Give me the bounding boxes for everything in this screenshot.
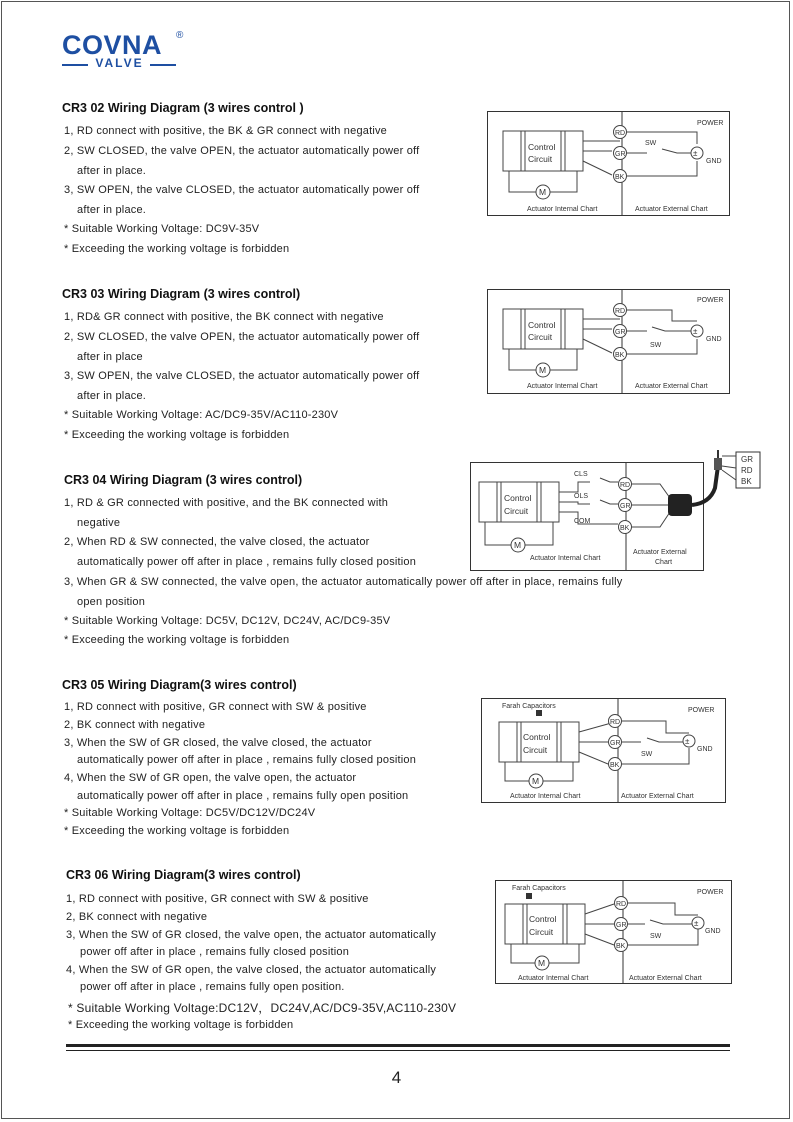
footer-rule-thick xyxy=(66,1044,730,1047)
wiring-diagram xyxy=(470,448,765,573)
footer-rule-thin xyxy=(66,1050,730,1051)
power-label: POWER xyxy=(688,707,715,714)
rd-terminal-label: RD xyxy=(620,482,631,489)
rd-terminal-label: RD xyxy=(610,719,621,726)
gnd-label: GND xyxy=(706,158,722,165)
logo-main-text: COVNA xyxy=(62,30,163,60)
control-label: Control xyxy=(504,493,532,503)
instruction-line: after in place. xyxy=(77,204,147,216)
gr-terminal-label: GR xyxy=(616,922,627,929)
instruction-line: 3, When GR & SW connected, the valve open, the actuator automatically power off after in place, remains fully xyxy=(64,576,623,588)
gnd-label: GND xyxy=(705,928,721,935)
internal-chart-label: Actuator Internal Chart xyxy=(518,975,589,982)
warning-note: * Exceeding the working voltage is forbidden xyxy=(64,429,290,441)
motor-label: M xyxy=(538,958,546,968)
instruction-line: automatically power off after in place , remains fully open position xyxy=(77,790,409,802)
legend-gr: GR xyxy=(741,455,753,464)
internal-chart-label: Actuator Internal Chart xyxy=(510,793,581,800)
switch-label: SW xyxy=(650,342,662,349)
switch-label: SW xyxy=(650,933,662,940)
ols-label: OLS xyxy=(574,493,589,500)
voltage-note: * Suitable Working Voltage:DC12V，DC24V,AC/DC9-35V,AC110-230V xyxy=(68,1001,457,1015)
instruction-line: 3, SW OPEN, the valve CLOSED, the actuator automatically power off xyxy=(64,370,420,382)
power-symbol: ± xyxy=(694,919,699,928)
instruction-line: negative xyxy=(77,517,121,529)
external-chart-label: Actuator External Chart xyxy=(621,793,694,800)
instruction-line: 3, When the SW of GR closed, the valve closed, the actuator xyxy=(64,737,372,749)
warning-note: * Exceeding the working voltage is forbidden xyxy=(64,634,290,646)
instruction-line: 3, When the SW of GR closed, the valve open, the actuator automatically xyxy=(66,929,437,941)
internal-chart-label: Actuator Internal Chart xyxy=(530,555,601,562)
internal-chart-label: Actuator Internal Chart xyxy=(527,383,598,390)
switch-label: SW xyxy=(641,751,653,758)
power-symbol: ± xyxy=(693,149,698,158)
instruction-line: after in place xyxy=(77,351,143,363)
external-chart-label: Actuator External xyxy=(633,549,687,556)
circuit-label: Circuit xyxy=(528,332,553,342)
motor-label: M xyxy=(539,365,547,375)
instruction-line: 4, When the SW of GR open, the valve closed, the actuator automatically xyxy=(66,964,437,976)
warning-note: * Exceeding the working voltage is forbidden xyxy=(68,1019,294,1031)
instruction-line: 2, SW CLOSED, the valve OPEN, the actuator automatically power off xyxy=(64,145,420,157)
external-chart-label-2: Chart xyxy=(655,559,673,566)
instruction-line: 1, RD connect with positive, GR connect with SW & positive xyxy=(64,701,367,713)
gr-terminal-label: GR xyxy=(615,151,626,158)
external-chart-label: Actuator External Chart xyxy=(635,206,708,213)
logo-registered-mark: ® xyxy=(176,30,184,41)
power-symbol: ± xyxy=(685,737,690,746)
instruction-line: 2, BK connect with negative xyxy=(64,719,206,731)
section-title: CR3 02 Wiring Diagram (3 wires control ) xyxy=(62,101,304,115)
wiring-diagram xyxy=(487,289,730,394)
external-chart-label: Actuator External Chart xyxy=(635,383,708,390)
warning-note: * Exceeding the working voltage is forbidden xyxy=(64,825,290,837)
instruction-line: 2, When RD & SW connected, the valve closed, the actuator xyxy=(64,536,370,548)
gr-terminal-label: GR xyxy=(615,329,626,336)
instruction-line: 1, RD & GR connected with positive, and the BK connected with xyxy=(64,497,389,509)
internal-chart-label: Actuator Internal Chart xyxy=(527,206,598,213)
circuit-label: Circuit xyxy=(528,154,553,164)
wiring-diagram xyxy=(481,698,726,803)
bk-terminal-label: BK xyxy=(620,525,630,532)
farah-capacitors-label: Farah Capacitors xyxy=(512,885,566,892)
instruction-line: after in place. xyxy=(77,390,147,402)
control-label: Control xyxy=(529,914,557,924)
voltage-note: * Suitable Working Voltage: DC9V-35V xyxy=(64,223,260,235)
instruction-line: open position xyxy=(77,596,146,608)
covna-logo xyxy=(62,30,192,70)
switch-label: SW xyxy=(645,140,657,147)
voltage-note: * Suitable Working Voltage: DC5V, DC12V, DC24V, AC/DC9-35V xyxy=(64,615,391,627)
section-title: CR3 03 Wiring Diagram (3 wires control) xyxy=(62,287,301,301)
power-label: POWER xyxy=(697,889,724,896)
section-title: CR3 04 Wiring Diagram (3 wires control) xyxy=(64,473,303,487)
cls-label: CLS xyxy=(574,471,588,478)
motor-label: M xyxy=(514,540,522,550)
gr-terminal-label: GR xyxy=(610,740,621,747)
instruction-line: 1, RD connect with positive, GR connect with SW & positive xyxy=(66,893,369,905)
circuit-label: Circuit xyxy=(504,506,529,516)
instruction-line: automatically power off after in place , remains fully closed position xyxy=(77,556,417,568)
rd-terminal-label: RD xyxy=(616,901,627,908)
control-label: Control xyxy=(528,142,556,152)
bk-terminal-label: BK xyxy=(616,943,626,950)
motor-label: M xyxy=(532,776,540,786)
section-title: CR3 06 Wiring Diagram(3 wires control) xyxy=(66,868,301,882)
power-label: POWER xyxy=(697,120,724,127)
wiring-diagram xyxy=(495,880,732,984)
gr-terminal-label: GR xyxy=(620,503,631,510)
external-chart-label: Actuator External Chart xyxy=(629,975,702,982)
bk-terminal-label: BK xyxy=(615,174,625,181)
instruction-line: 1, RD connect with positive, the BK & GR connect with negative xyxy=(64,125,387,137)
warning-note: * Exceeding the working voltage is forbidden xyxy=(64,243,290,255)
instruction-line: power off after in place , remains fully open position. xyxy=(80,981,345,993)
instruction-line: after in place. xyxy=(77,165,147,177)
circuit-label: Circuit xyxy=(523,745,548,755)
wiring-diagram xyxy=(487,111,730,216)
logo-sub-text: VALVE xyxy=(95,56,144,70)
power-label: POWER xyxy=(697,297,724,304)
gnd-label: GND xyxy=(697,746,713,753)
page-number: 4 xyxy=(391,1068,402,1087)
legend-rd: RD xyxy=(741,466,753,475)
rd-terminal-label: RD xyxy=(615,130,626,137)
instruction-line: 3, SW OPEN, the valve CLOSED, the actuator automatically power off xyxy=(64,184,420,196)
legend-bk: BK xyxy=(741,477,752,486)
power-symbol: ± xyxy=(693,327,698,336)
bk-terminal-label: BK xyxy=(610,762,620,769)
farah-capacitors-label: Farah Capacitors xyxy=(502,703,556,710)
bk-terminal-label: BK xyxy=(615,352,625,359)
instruction-line: 1, RD& GR connect with positive, the BK connect with negative xyxy=(64,311,384,323)
gnd-label: GND xyxy=(706,336,722,343)
instruction-line: automatically power off after in place , remains fully closed position xyxy=(77,754,417,766)
instruction-line: 4, When the SW of GR open, the valve open, the actuator xyxy=(64,772,357,784)
instruction-line: 2, SW CLOSED, the valve OPEN, the actuator automatically power off xyxy=(64,331,420,343)
voltage-note: * Suitable Working Voltage: AC/DC9-35V/AC110-230V xyxy=(64,409,339,421)
rd-terminal-label: RD xyxy=(615,308,626,315)
com-label: COM xyxy=(574,518,591,525)
section-title: CR3 05 Wiring Diagram(3 wires control) xyxy=(62,678,297,692)
circuit-label: Circuit xyxy=(529,927,554,937)
instruction-line: power off after in place , remains fully closed position xyxy=(80,946,350,958)
instruction-line: 2, BK connect with negative xyxy=(66,911,208,923)
motor-label: M xyxy=(539,187,547,197)
control-label: Control xyxy=(523,732,551,742)
voltage-note: * Suitable Working Voltage: DC5V/DC12V/DC24V xyxy=(64,807,316,819)
control-label: Control xyxy=(528,320,556,330)
logo-line-right xyxy=(150,64,176,66)
